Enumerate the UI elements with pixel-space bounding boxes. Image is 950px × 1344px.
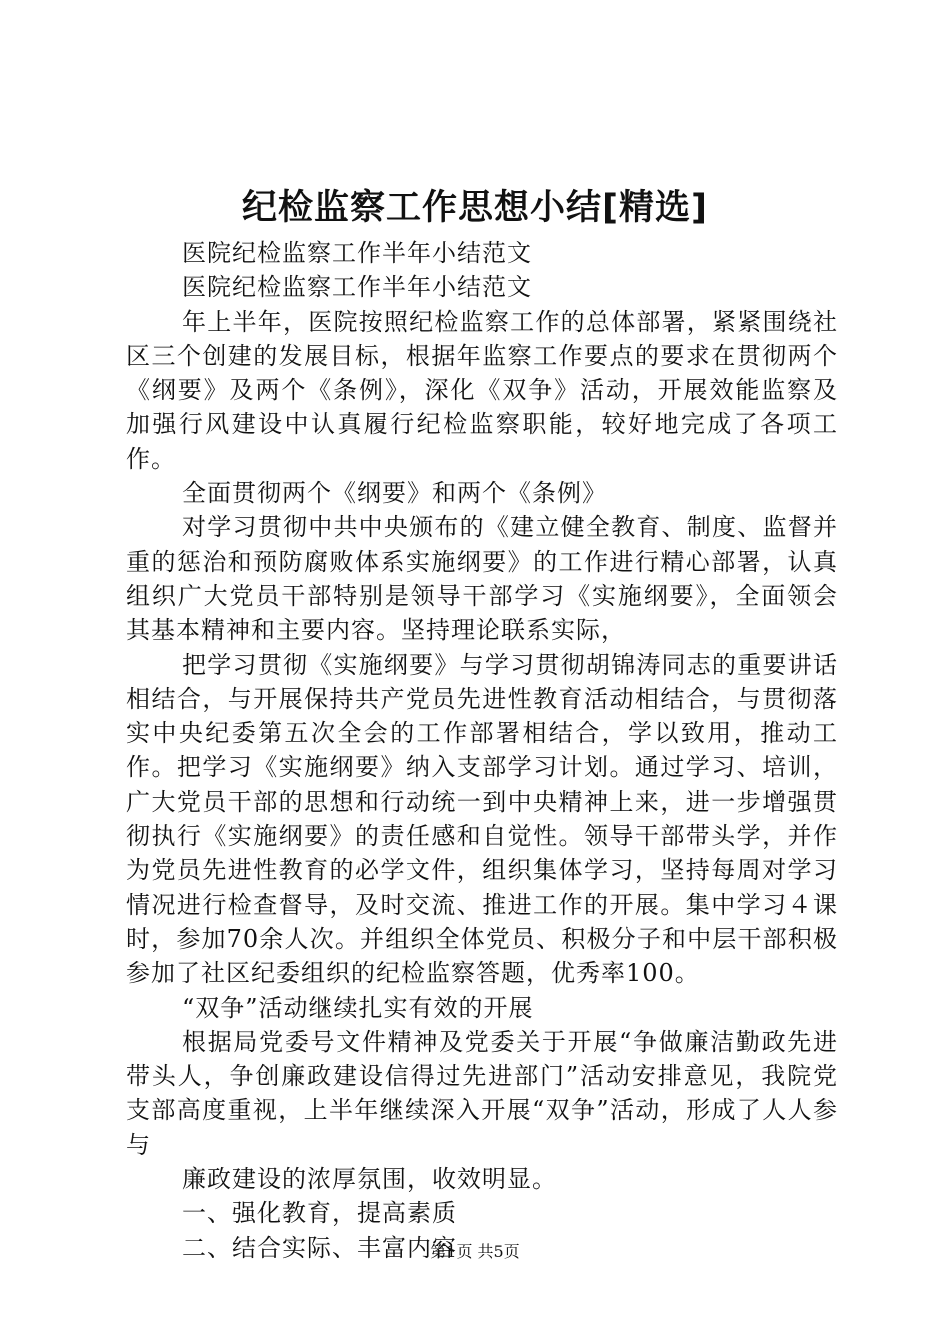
paragraph: 全面贯彻两个《纲要》和两个《条例》 bbox=[182, 479, 607, 508]
document-body bbox=[126, 236, 838, 1265]
paragraph: 年上半年，医院按照纪检监察工作的总体部署，紧紧围绕社区三个创建的发展目标，根据年监察工作要点的要求在贯彻两个《纲要》及两个《条例》，深化《双争》活动，开展效能监察及加强行风建设中认真履行纪检监察职能，较好地完成了各项工作。 bbox=[126, 307, 838, 473]
paragraph: 一、强化教育，提高素质 bbox=[182, 1199, 457, 1228]
page-footer: 第1页 共5页 bbox=[430, 1242, 520, 1261]
paragraph: “双争”活动继续扎实有效的开展 bbox=[182, 993, 534, 1022]
paragraph: 二、结合实际、丰富内容 bbox=[182, 1233, 457, 1262]
document-title: 纪检监察工作思想小结[精选] bbox=[242, 188, 708, 228]
paragraph: 医院纪检监察工作半年小结范文 bbox=[182, 239, 532, 267]
paragraph: 对学习贯彻中共中央颁布的《建立健全教育、制度、监督并重的惩治和预防腐败体系实施纲要》的工作进行精心部署，认真组织广大党员干部特别是领导干部学习《实施纲要》，全面领会其基本精神和主要内容。坚持理论联系实际， bbox=[126, 513, 838, 645]
paragraph: 把学习贯彻《实施纲要》与学习贯彻胡锦涛同志的重要讲话相结合，与开展保持共产党员先进性教育活动相结合，与贯彻落实中央纪委第五次全会的工作部署相结合，学以致用，推动工作。把学习《实施纲要》纳入支部学习计划。通过学习、培训，广大党员干部的思想和行动统一到中央精神上来，进一步增强贯彻执行《实施纲要》的责任感和自觉性。领导干部带头学，并作为党员先进性教育的必学文件，组织集体学习，坚持每周对学习情况进行检查督导，及时交流、推进工作的开展。集中学习４课时，参加70余人次。并组织全体党员、积极分子和中层干部积极参加了社区纪委组织的纪检监察答题，优秀率100。 bbox=[126, 650, 838, 988]
paragraph: 廉政建设的浓厚氛围，收效明显。 bbox=[182, 1165, 557, 1194]
paragraph: 根据局党委号文件精神及党委关于开展“争做廉洁勤政先进带头人，争创廉政建设信得过先进部门”活动安排意见，我院党支部高度重视，上半年继续深入开展“双争”活动，形成了人人参与 bbox=[126, 1027, 838, 1159]
paragraph: 医院纪检监察工作半年小结范文 bbox=[182, 273, 532, 302]
